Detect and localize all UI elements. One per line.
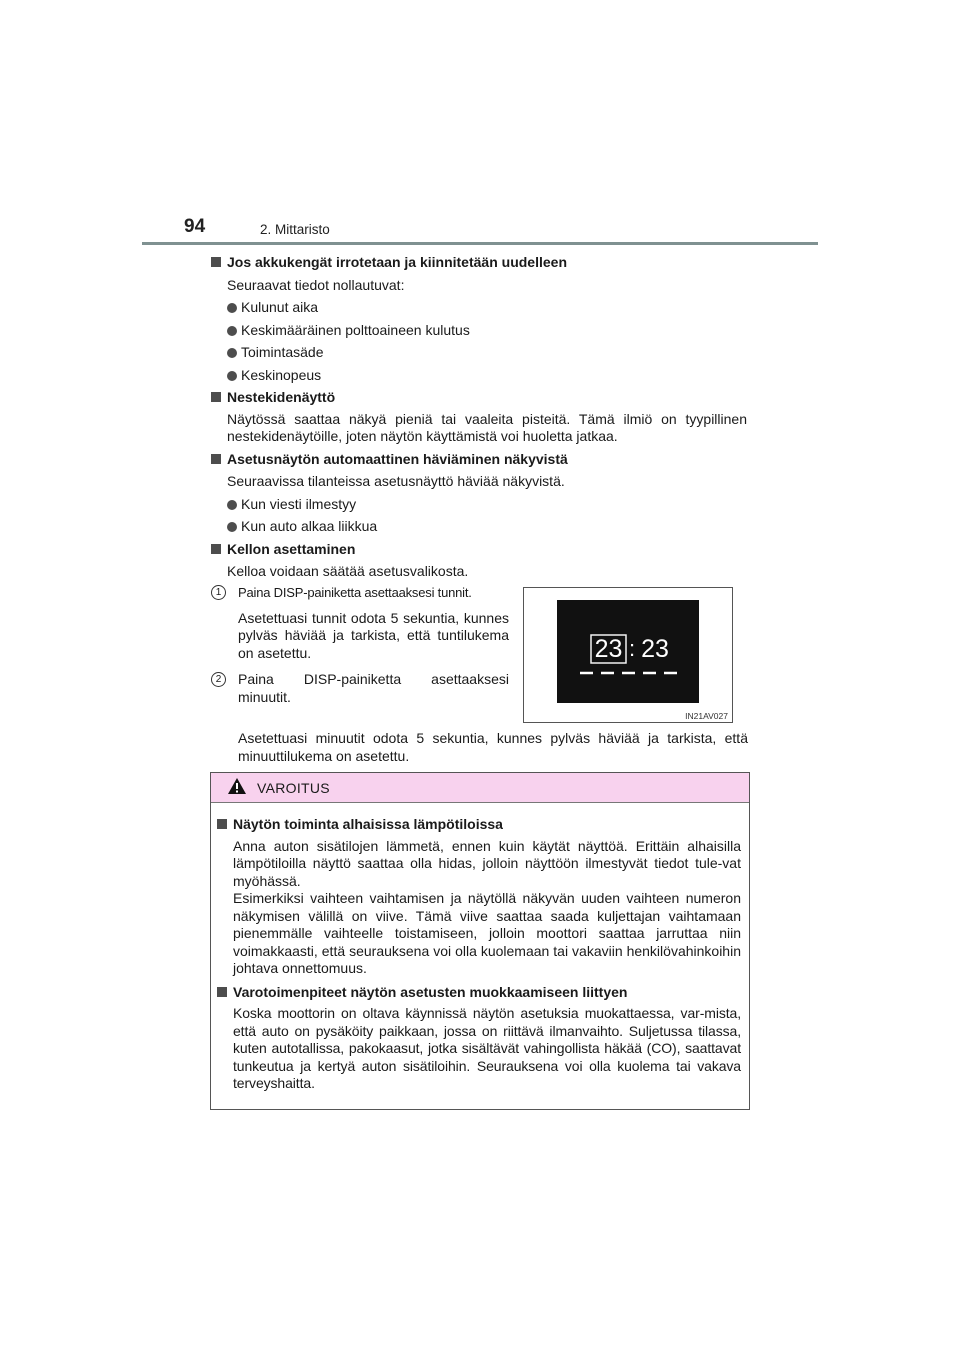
round-bullet-icon — [227, 303, 237, 313]
section-intro: Seuraavat tiedot nollautuvat: — [227, 276, 405, 293]
step-note: Asetettuasi tunnit odota 5 sekuntia, kunnes pylväs häviää ja tarkista, että tuntilukema on asetettu. — [238, 609, 509, 661]
clock-minutes: 23 — [641, 635, 669, 663]
round-bullet-icon — [227, 500, 237, 510]
step-number-icon: 1 — [211, 585, 226, 600]
warning-box — [210, 772, 750, 1110]
step-1 — [211, 584, 509, 662]
clock-display-figure — [523, 587, 733, 723]
warning-paragraph: Koska moottorin on oltava käynnissä näytön asetuksia muokattaessa, var-mista, että auto on pysäköity paikkaan, jossa on riittävä ilmanvaihto. Suljetussa tilassa, kuten autotallissa, pakokaasut, jotka sisältävät vahingollista häkää (CO), saattavat tunkeutua ja kertyä auton sisätiloihin. Seurauksena voi olla kuolema tai vakava terveyshaitta. — [233, 1005, 741, 1091]
square-bullet-icon — [211, 454, 221, 464]
main-content — [211, 254, 747, 581]
header-rule — [142, 242, 818, 245]
clock-hours: 23 — [594, 635, 623, 663]
chapter-title: 2. Mittaristo — [260, 222, 330, 237]
section-heading: Nestekidenäyttö — [211, 389, 747, 407]
list-item: Keskinopeus — [227, 367, 747, 385]
section-heading: Asetusnäytön automaattinen häviäminen näkyvistä — [211, 451, 747, 469]
section-intro: Kelloa voidaan säätää asetusvalikosta. — [227, 563, 469, 579]
list-item: Kun viesti ilmestyy — [227, 496, 747, 514]
square-bullet-icon — [211, 392, 221, 402]
warning-body — [211, 803, 749, 1093]
section-heading: Jos akkukengät irrotetaan ja kiinnitetään uudelleen — [211, 254, 747, 272]
figure-code: IN21AV027 — [685, 711, 728, 721]
warning-title: VAROITUS — [257, 780, 330, 796]
warning-paragraph: Esimerkiksi vaihteen vaihtamisen ja näytöllä näkyvän uuden vaihteen numeron näkymisen välillä on viive. Tämä viive saattaa saada kuljettajan vaihtamaan pienemmälle vaihteelle toistamiseen, jolloin moottori saattaa jarruttaa niin voimakkaasti, että seurauksena voi olla kuolemaan tai vakaviin henkilövahinkoihin johtava onnettomuus. — [233, 890, 741, 976]
square-bullet-icon — [211, 257, 221, 267]
warning-paragraph: Anna auton sisätilojen lämmetä, ennen kuin käytät näyttöä. Erittäin alhaisilla lämpötiloilla näyttö saattaa olla hidas, jolloin näyttöön ilmestyvät tiedot tule-vat myöhässä. — [233, 837, 741, 889]
clock-display-graphic — [557, 600, 699, 703]
list-item: Keskimääräinen polttoaineen kulutus — [227, 322, 747, 340]
clock-steps — [211, 584, 509, 706]
step-text: Paina DISP-painiketta asettaaksesi minuutit. — [238, 671, 509, 705]
clock-screen — [557, 600, 699, 703]
warning-item-heading: Näytön toiminta alhaisissa lämpötiloissa — [217, 816, 741, 834]
step-text: Paina DISP-painiketta asettaaksesi tunnit. — [238, 585, 472, 600]
section-text: Näytössä saattaa näkyä pieniä tai vaaleita pisteitä. Tämä ilmiö on tyypillinen nestekidenäytöille, joten näytön käyttämistä voi huoletta jatkaa. — [227, 410, 747, 444]
square-bullet-icon — [211, 544, 221, 554]
clock-separator: : — [628, 636, 636, 661]
list-item: Kun auto alkaa liikkua — [227, 518, 747, 536]
list-item: Kulunut aika — [227, 299, 747, 317]
section-heading: Kellon asettaminen — [211, 541, 747, 559]
square-bullet-icon — [217, 819, 227, 829]
round-bullet-icon — [227, 326, 237, 336]
round-bullet-icon — [227, 371, 237, 381]
round-bullet-icon — [227, 522, 237, 532]
page-number: 94 — [184, 216, 206, 237]
step-2 — [211, 671, 509, 706]
round-bullet-icon — [227, 348, 237, 358]
step-2-note: Asetettuasi minuutit odota 5 sekuntia, kunnes pylväs häviää ja tarkista, että minuuttilukema on asetettu. — [238, 730, 748, 764]
warning-header — [211, 773, 749, 803]
list-item: Toimintasäde — [227, 344, 747, 362]
warning-triangle-icon — [227, 777, 247, 795]
section-intro: Seuraavissa tilanteissa asetusnäyttö häviää näkyvistä. — [227, 473, 565, 489]
square-bullet-icon — [217, 987, 227, 997]
warning-item-heading: Varotoimenpiteet näytön asetusten muokkaamiseen liittyen — [217, 984, 741, 1002]
step-number-icon: 2 — [211, 672, 226, 687]
